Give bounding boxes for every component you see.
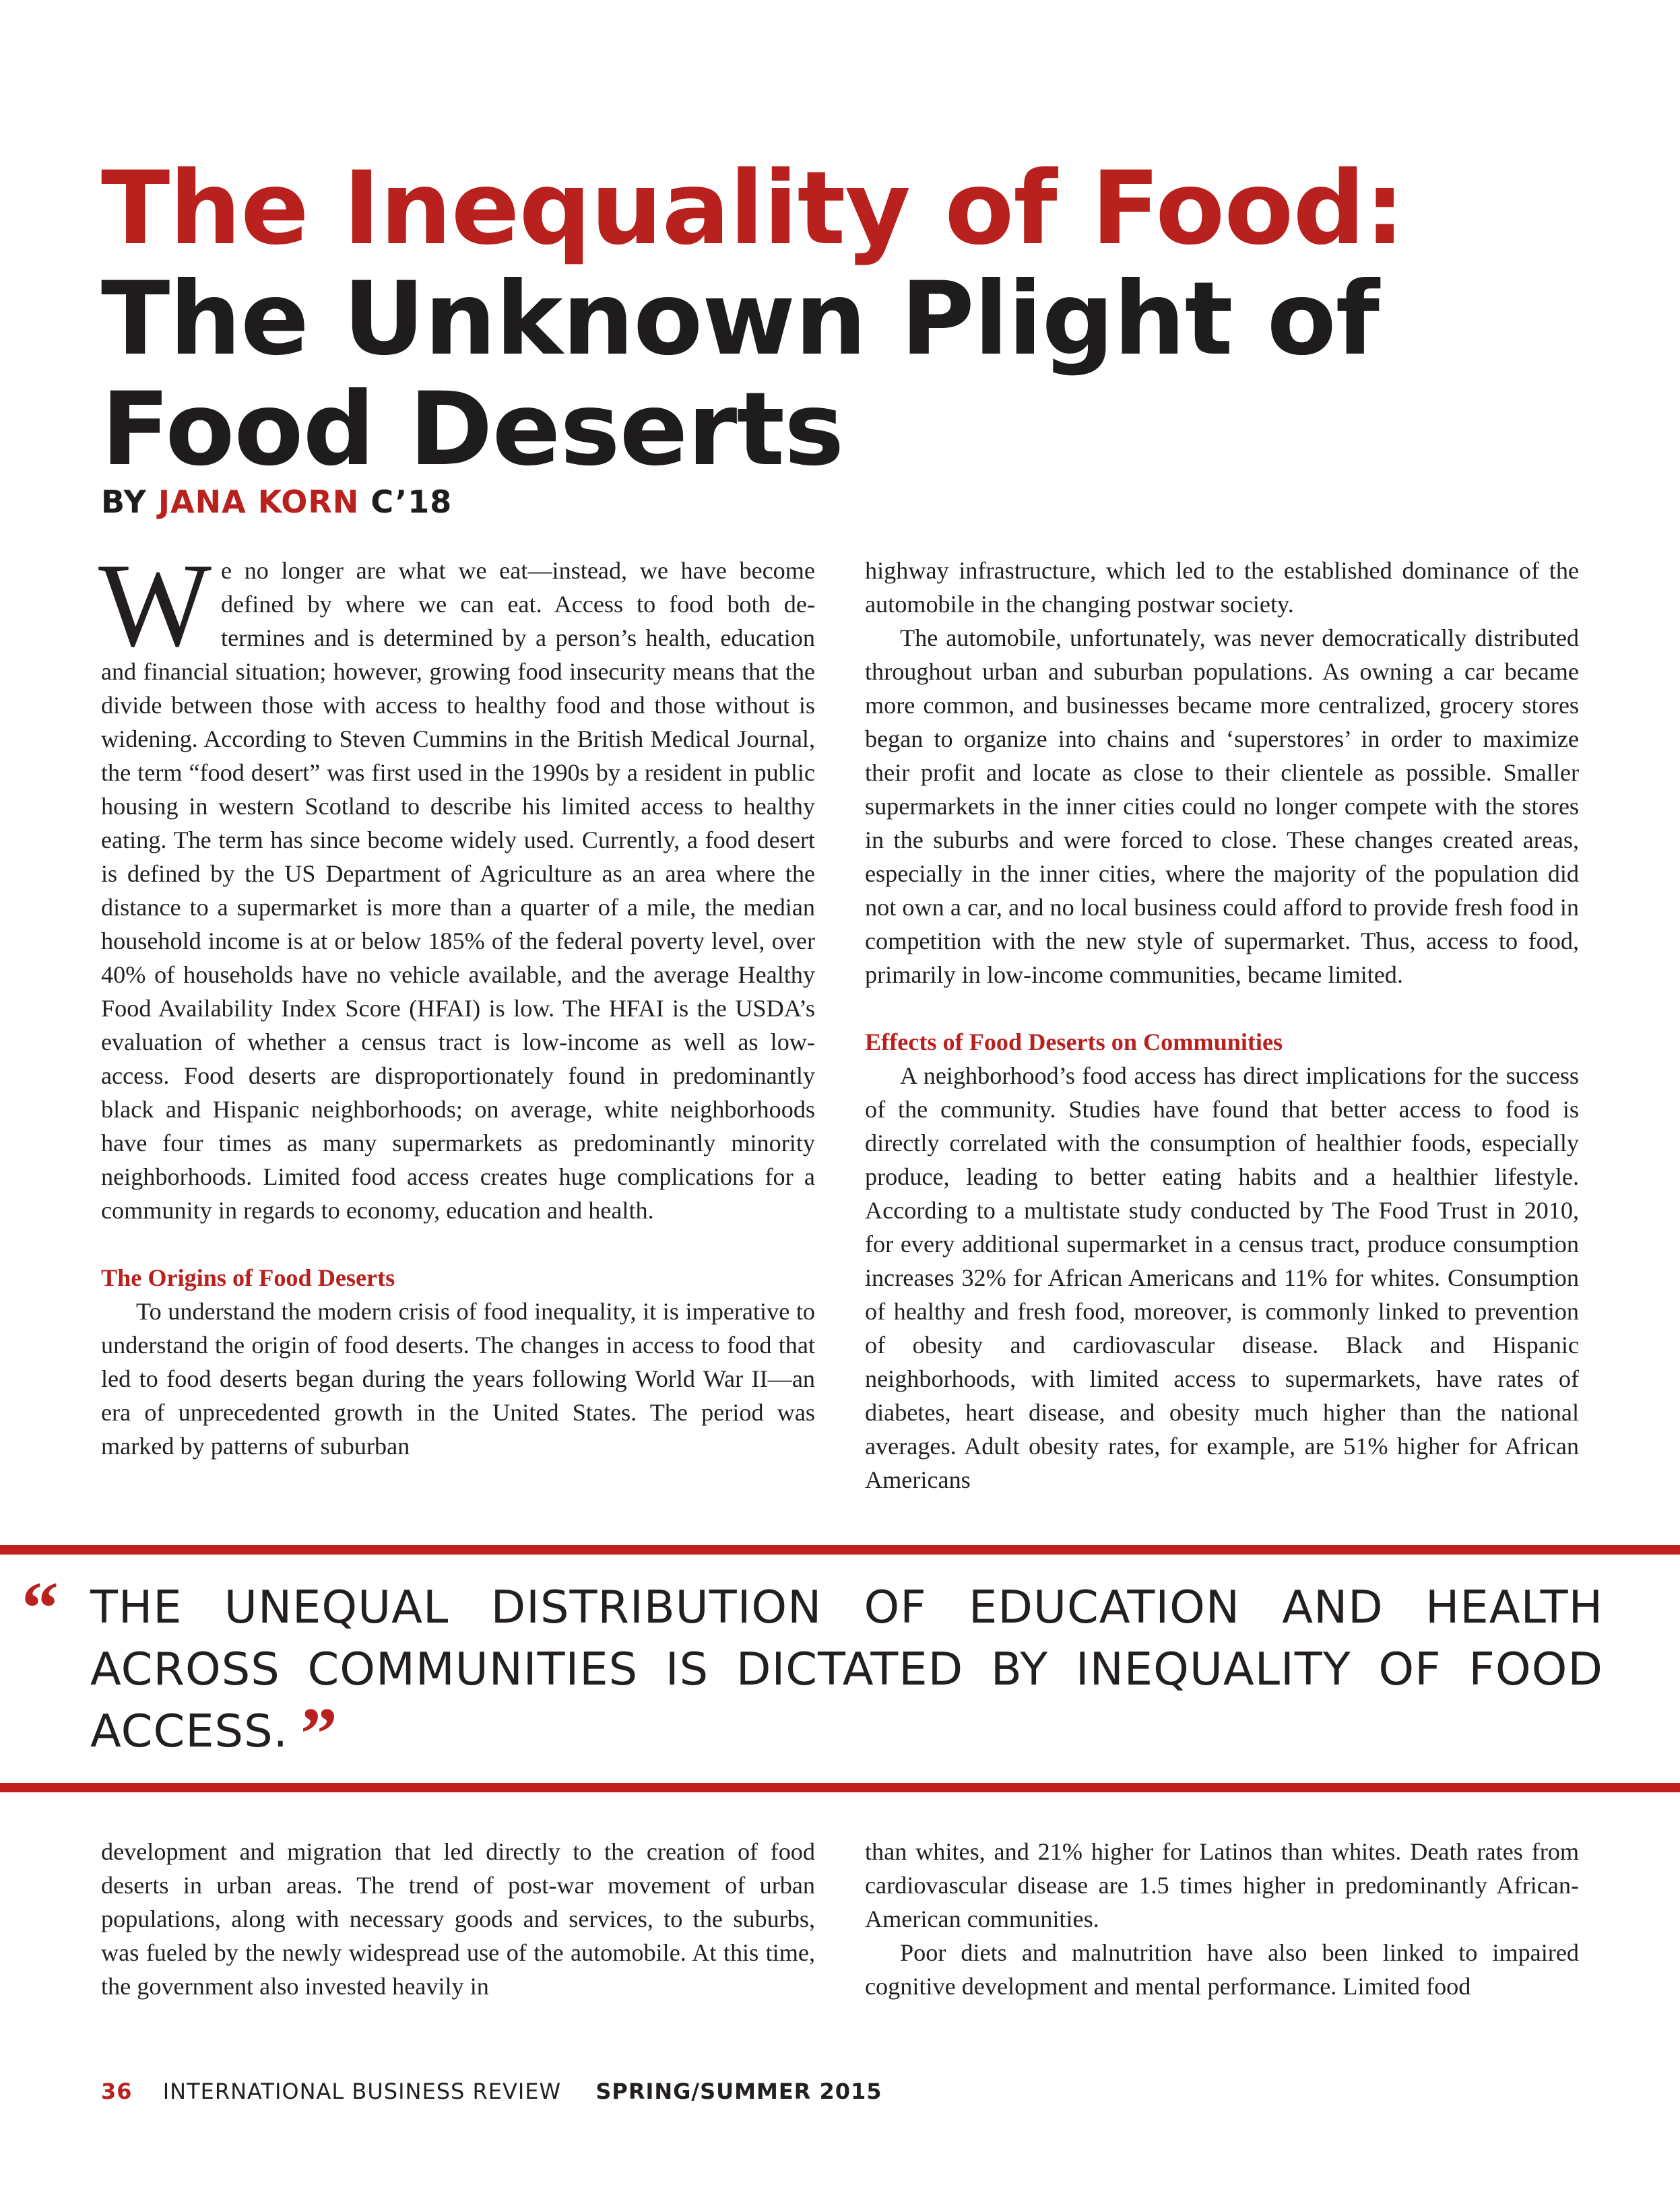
poor-diets-paragraph: Poor diets and malnutrition have also been linked to impaired cognitive development and mental performance. Limited food xyxy=(865,1939,1579,2000)
origins-paragraph: To understand the modern crisis of food inequality, it is imperative to understand the origin of food deserts. The changes in access to food that led to food deserts began during the years following World War II—an era of unprecedented growth in the United States. The period was marked by patterns of suburban xyxy=(101,1298,815,1460)
intro-text: e no longer are what we eat—instead, we have become defined by where we can eat. Access to food both determines and is determined by a person’s health, education and financial situation; however, growing food insecurity means that the divide between those with access to healthy food and those without is widening. According to Steven Cummins in the British Medical Journal, the term “food desert” was first used in the 1990s by a resident in public housing in western Scotland to describe his limited access to healthy eating. The term has since become widely used. Currently, a food desert is defined by the US Department of Agriculture as an area where the distance to a supermarket is more than a quarter of a mile, the median household income is at or below 185% of the federal poverty level, over 40% of households have no vehicle available, and the average Healthy Food Availability Index Score (HFAI) is low. The HFAI is the USDA’s evaluation of whether a census tract is low-income as well as low-access. Food deserts are disproportionately found in predominantly black and Hispanic neighborhoods; on average, white neighborhoods have four times as many supermarkets as predominantly minority neighborhoods. Limited food access creates huge complications for a community in regards to economy, education and health. xyxy=(101,557,815,1224)
byline-class-year: C’18 xyxy=(370,484,453,520)
title-line-1: The Inequality of Food: xyxy=(101,150,1404,267)
drop-cap: W xyxy=(98,538,212,672)
open-quote-mark: “ xyxy=(22,1567,59,1649)
automobile-paragraph: The automobile, unfortunately, was never democratically distributed throughout urban and suburban populations. As owning a car became more common, and businesses became more centralized, grocery stores began to organize into chains and ‘superstores’ in order to maximize their profit and locate as close to their clientele as possible. Smaller supermarkets in the inner cities could no longer compete with the stores in the suburbs and were forced to close. These changes created areas, especially in the inner cities, where the majority of the population did not own a car, and no local business could afford to provide fresh food in competition with the new style of supermarket. Thus, access to food, primarily in low-income communities, became limited. xyxy=(865,624,1579,988)
byline xyxy=(101,484,452,520)
title-line-3: Food Deserts xyxy=(101,371,844,488)
intro-paragraph xyxy=(98,538,815,1227)
byline-prefix: BY xyxy=(101,484,147,520)
column-bottom-left xyxy=(101,1835,815,2003)
heading-effects: Effects of Food Deserts on Communities xyxy=(865,1029,1283,1055)
effects-paragraph: A neighborhood’s food access has direct implications for the success of the community. Studies have found that better access to food is directly correlated with the consumption of healthier foods, especially produce, leading to better eating habits and a healthier lifestyle. According to a multistate study conducted by The Food Trust in 2010, for every additional supermarket in a census tract, produce consumption increases 32% for African Americans and 11% for whites. Consumption of healthy and fresh food, moreover, is commonly linked to prevention of obesity and cardiovascular disease. Black and Hispanic neighborhoods, with limited access to supermarkets, have rates of diabetes, heart disease, and obesity much higher than the national averages. Adult obesity rates, for example, are 51% higher for African Americans xyxy=(865,1062,1579,1493)
column-top-right xyxy=(865,554,1579,1497)
publication-name: INTERNATIONAL BUSINESS REVIEW xyxy=(162,2079,562,2104)
column-top-left xyxy=(98,538,815,1463)
pull-quote-last-word: ACCESS. xyxy=(90,1705,288,1757)
continued-paragraph: highway infrastructure, which led to the established dominance of the automobile in the changing postwar society. xyxy=(865,557,1579,618)
pull-quote-text: THE UNEQUAL DISTRIBUTION OF EDUCATION AND HEALTH ACROSS COMMUNITIES IS DICTATED BY INEQUALITY OF FOOD ACCESS. ” xyxy=(90,1581,1603,1775)
title-line-2: The Unknown Plight of xyxy=(101,261,1379,378)
page-footer xyxy=(101,2079,882,2104)
latinos-paragraph: than whites, and 21% higher for Latinos than whites. Death rates from cardiovascular disease are 1.5 times higher in predominantly African-American communities. xyxy=(865,1838,1579,1932)
issue-label: SPRING/SUMMER 2015 xyxy=(595,2079,882,2104)
pull-quote-body: THE UNEQUAL DISTRIBUTION OF EDUCATION AND HEALTH ACROSS COMMUNITIES IS DICTATED BY INEQUALITY OF FOOD xyxy=(90,1581,1603,1695)
heading-origins: The Origins of Food Deserts xyxy=(101,1264,395,1291)
byline-author: JANA KORN xyxy=(158,484,360,520)
pull-quote-rule-top xyxy=(0,1545,1680,1555)
article-title xyxy=(101,150,1583,488)
pull-quote-rule-bottom xyxy=(0,1783,1680,1792)
pull-quote xyxy=(20,1567,1664,1775)
page-number: 36 xyxy=(101,2079,133,2104)
column-bottom-right xyxy=(865,1835,1579,2003)
development-paragraph: development and migration that led directly to the creation of food deserts in urban areas. The trend of post-war movement of urban populations, along with necessary goods and services, to the suburbs, was fueled by the newly widespread use of the automobile. At this time, the government also invested heavily in xyxy=(101,1838,815,2000)
